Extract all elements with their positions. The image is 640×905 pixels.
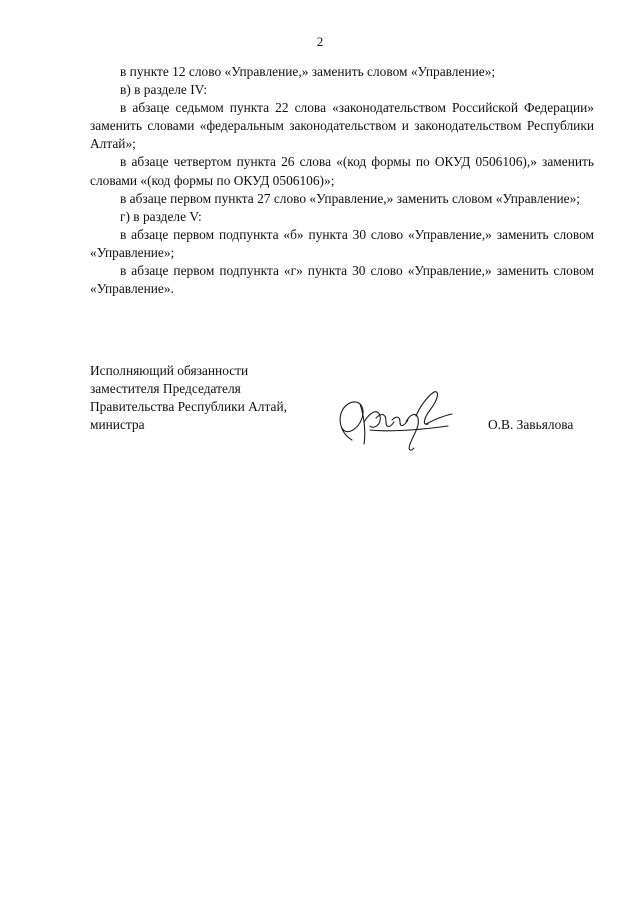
- signatory-title-line: заместителя Председателя: [90, 381, 241, 397]
- paragraph: в пункте 12 слово «Управление,» заменить словом «Управление»;: [120, 64, 496, 79]
- paragraph: в абзаце первом пункта 27 слово «Управление,» заменить словом «Управление»;: [120, 190, 581, 206]
- handwritten-signature-icon: [330, 382, 460, 462]
- paragraph: в абзаце первом подпункта «б» пункта 30 слово «Управление,» заменить словом «Управление»;: [90, 226, 594, 260]
- paragraph: в абзаце четвертом пункта 26 слова «(код формы по ОКУД 0506106),» заменить словами «(код формы по ОКУД 0506106)»;: [90, 154, 594, 188]
- paragraph: г) в разделе V:: [120, 208, 202, 224]
- signatory-title-line: министра: [90, 417, 145, 433]
- signature-block: [90, 362, 594, 482]
- page-number: 2: [316, 34, 324, 49]
- signatory-title-line: Правительства Республики Алтай,: [90, 399, 287, 415]
- signatory-title-line: Исполняющий обязанности: [90, 363, 249, 378]
- paragraph: в абзаце первом подпункта «г» пункта 30 слово «Управление,» заменить словом «Управление».: [90, 263, 594, 297]
- document-body: [90, 63, 594, 298]
- paragraph: в абзаце седьмом пункта 22 слова «законодательством Российской Федерации» заменить словами «федеральным законодательством и законодательством Республики Алтай»;: [90, 100, 594, 152]
- signatory-name: О.В. Завьялова: [488, 417, 574, 432]
- paragraph: в) в разделе IV:: [120, 82, 208, 98]
